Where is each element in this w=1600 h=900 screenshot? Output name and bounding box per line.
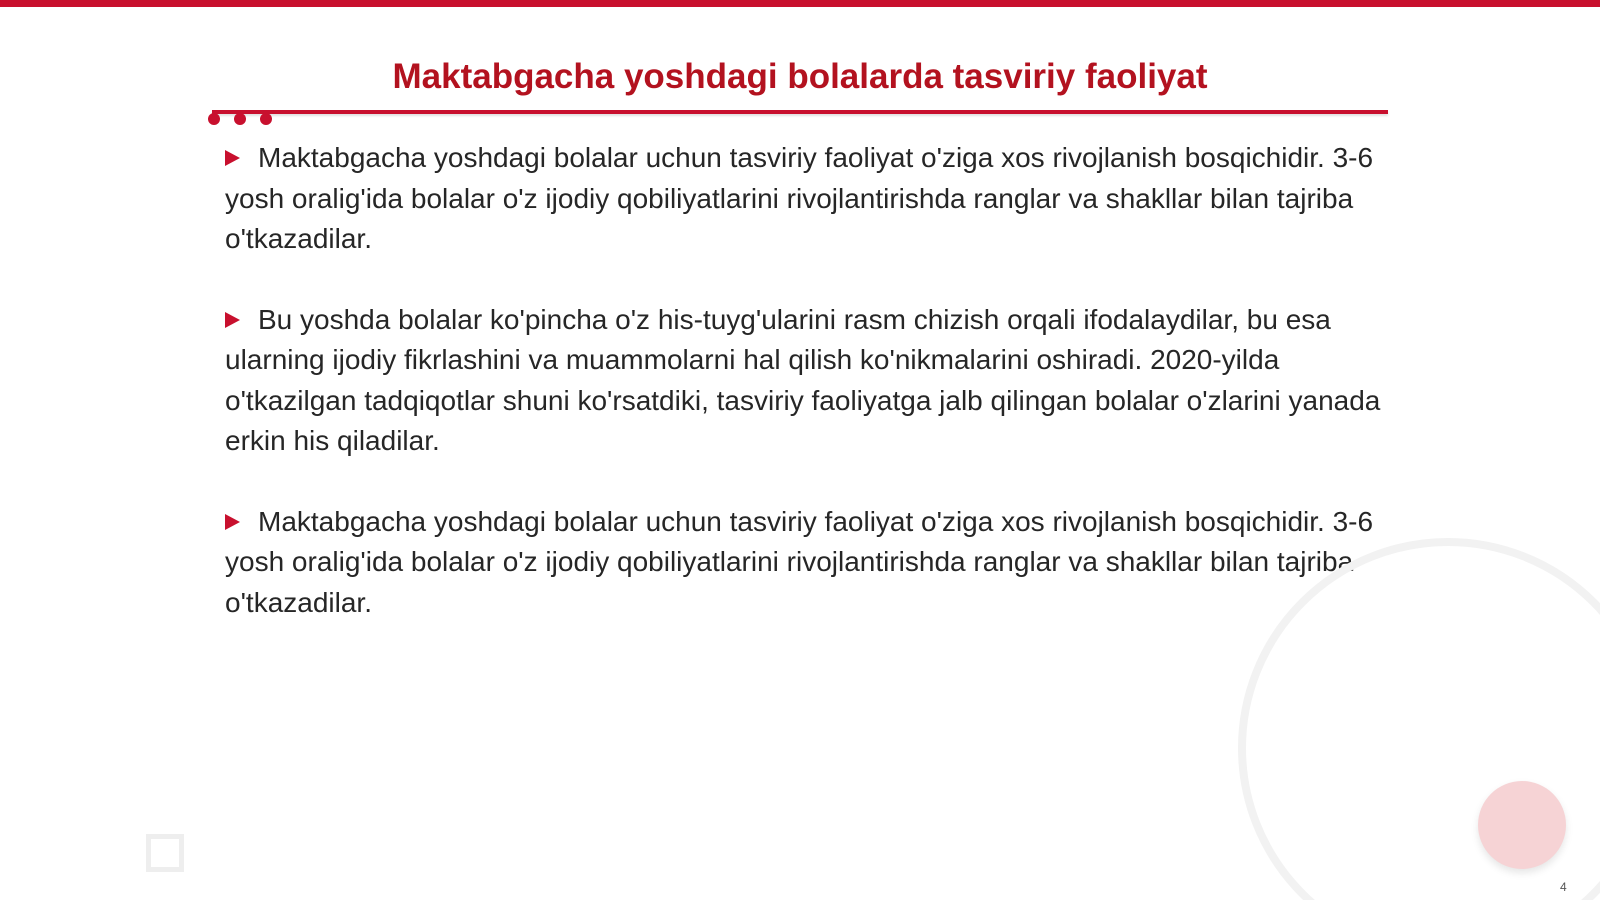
bullet-item [225, 138, 1385, 260]
decorative-square [146, 834, 184, 872]
slide-title: Maktabgacha yoshdagi bolalarda tasviriy faoliyat [392, 57, 1208, 96]
top-accent-bar [0, 0, 1600, 7]
bullet-item [225, 300, 1385, 462]
decorative-circle [1478, 781, 1566, 869]
triangle-right-icon [225, 150, 240, 166]
dot-icon [208, 113, 220, 125]
title-underline [212, 110, 1388, 114]
bullet-text: Maktabgacha yoshdagi bolalar uchun tasviriy faoliyat o'ziga xos rivojlanish bosqichidir. 3-6 yosh oralig'ida bolalar o'z ijodiy qobiliyatlarini rivojlantirishda ranglar va shakllar bilan tajriba o'tkazadilar. [225, 142, 1374, 254]
bullet-text: Bu yoshda bolalar ko'pincha o'z his-tuyg'ularini rasm chizish orqali ifodalaydilar, bu esa ularning ijodiy fikrlashini va muammolarni hal qilish ko'nikmalarini oshiradi. 2020-yilda o'tkazilgan tadqiqotlar shuni ko'rsatdiki, tasviriy faoliyatga jalb qilingan bolalar o'zlarini yanada erkin his qiladilar. [225, 303, 1381, 456]
bullet-list [225, 138, 1385, 663]
page-number: 4 [1560, 880, 1567, 894]
dot-icon [234, 113, 246, 125]
bullet-text: Maktabgacha yoshdagi bolalar uchun tasviriy faoliyat o'ziga xos rivojlanish bosqichidir. 3-6 yosh oralig'ida bolalar o'z ijodiy qobiliyatlarini rivojlantirishda ranglar va shakllar bilan tajriba o'tkazadilar. [225, 505, 1374, 618]
dot-icon [260, 113, 272, 125]
triangle-right-icon [225, 312, 240, 328]
triangle-right-icon [225, 514, 240, 530]
bullet-item [225, 502, 1385, 624]
